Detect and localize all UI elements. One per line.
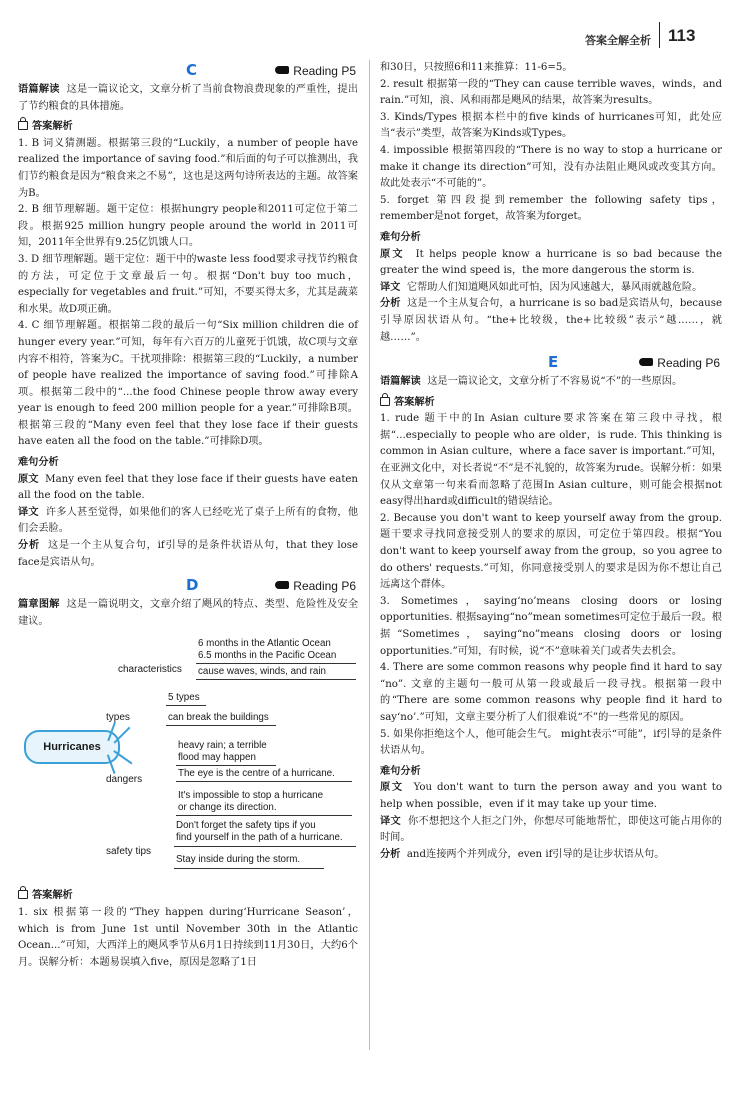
d-item: 5. forget 第四段提到remember the following safety tips，remember是not forget，故答案为forget。 [380, 194, 722, 223]
d-item: 4. impossible 根据第四段的“There is no way to stop a hurricane or make it change its direction”可知，没有办法阻止飓风或改变其方向。故此处表示“不可能的”。 [380, 144, 722, 190]
right-column [380, 60, 722, 863]
d-hard-head: 难句分析 [380, 231, 421, 243]
leaf-underline [176, 765, 276, 766]
section-e-letter: E [548, 353, 559, 372]
hurricane-mind-map [18, 634, 358, 884]
leaf: Don't forget the safety tips if you [176, 820, 316, 832]
leaf-underline [174, 846, 356, 847]
section-e-answers-head: 答案解析 [380, 395, 722, 412]
lock-icon [380, 397, 390, 406]
e-orig: 原文 You don't want to turn the person away and you want to help when possible，even if it may take up your time. [380, 782, 722, 810]
lock-icon [18, 121, 28, 130]
d-item: 3. Kinds/Types 根据本栏中的five kinds of hurricanes可知，此处应当“表示”类型，故答案为Kinds或Types。 [380, 111, 722, 140]
leaf: 6.5 months in the Pacific Ocean [198, 650, 337, 662]
pointing-hand-icon [639, 358, 653, 366]
section-c-reading: Reading P5 [275, 63, 356, 80]
section-d-answers-head: 答案解析 [18, 888, 358, 905]
d-trans: 译文 它帮助人们知道飓风如此可怕，因为风速越大，暴风雨就越危险。 [380, 281, 703, 293]
c-item: 3. D 细节理解题。题干定位：题干中的waste less food要求寻找节约粮食的方法，可定位于文章最后一句。根据“Don't buy too much，especially for vegetables and fruit.”可知，不要买得太多，尤其是蔬菜和水果。故D项正确。 [18, 253, 358, 315]
leaf: can break the buildings [168, 712, 269, 724]
node-types: types [106, 712, 130, 724]
node-safety-tips: safety tips [106, 846, 152, 858]
leaf: It's impossible to stop a hurricane [178, 790, 324, 802]
leaf: cause waves, winds, and rain [198, 666, 326, 678]
d-item: 2. result 根据第一段的“They can cause terrible waves，winds，and rain.”可知，浪、风和雨都是飓风的结果，故答案为results。 [380, 78, 722, 107]
section-e-intro: 语篇解读 这是一篇议论文，文章分析了不容易说“不”的一些原因。 [380, 376, 683, 388]
page-number: 113 [668, 26, 696, 45]
section-c-intro: 语篇解读 这是一篇议论文，文章分析了当前食物浪费现象的严重性，提出了节约粮食的具体措施。 [18, 84, 359, 112]
column-separator [369, 60, 370, 1050]
leaf: flood may happen [178, 752, 256, 764]
c-hard-head: 难句分析 [18, 457, 59, 469]
d-item-continuation: 和30日，只按照6和11来推算：11-6=5。 [380, 62, 573, 73]
c-orig: 原文 Many even feel that they lose face if their guests have eaten all the food on the table. [18, 473, 358, 502]
section-d-reading: Reading P6 [275, 578, 356, 595]
leaf: The eye is the centre of a hurricane. [178, 768, 335, 780]
e-item: 1. rude 题干中的In Asian culture要求答案在第三段中寻找，根据“...especially to people who are older，is rude. This thinking is common in Asian culture，where a face saver is important.”可知，在亚洲文化中，对长者说“不”是不礼貌的，故答案为rude。误解分析：如果仅从文章第一句来看而忽略了范围In Asian culture，则可能会根据not easy得出hard或difficult的错误结论。 [380, 413, 722, 508]
c-item: 4. C 细节理解题。根据第二段的最后一句“Six million children die of hunger every year.”可知，每年有六百万的儿童死于饥饿，故C项与文章内容不相符，答案为C。干扰项排除：根据第三段的“Luckily，a number of people have realized the importance of saving food.”可排除A项。根据第二段中的“...the food Chinese people throw away every year is enough to feed 200 million people for a year.”可排除B项。根据第三段的“Many even feel that they lose face if their guests have eaten all the food on the table.”可排除D项。 [18, 320, 358, 448]
d-orig: 原文 It helps people know a hurricane is so bad because the greater the wind speed is，the more dangerous the storm is. [380, 248, 723, 277]
leaf: 5 types [168, 692, 200, 704]
left-column [18, 60, 358, 971]
d-item: 1. six 根据第一段的“They happen during‘Hurricane Season’，which is from June 1st until November 30th in the Atlantic Ocean...”可知，大西洋上的飓风季节从6月1日持续到11月30日，大约6个月。误解分析：本题易误填入five，原因是忽略了1日 [18, 907, 358, 968]
lock-icon [18, 890, 28, 899]
leaf-underline [166, 705, 206, 706]
e-item: 4. There are some common reasons why people find it hard to say “no”. 文章的主题句一般可从第一段或最后一段寻找。根据第一段中的“There are some common reasons why people find it hard to say‘no’.”可知，文章主要分析了人们很难说“不”的一些常见的原因。 [380, 662, 722, 723]
section-c-header [18, 62, 358, 80]
leaf: or change its direction. [178, 802, 277, 814]
leaf: find yourself in the path of a hurricane. [176, 832, 343, 844]
section-c-letter: C [186, 61, 198, 79]
e-trans: 译文 你不想把这个人拒之门外，你想尽可能地帮忙，即使这可能占用你的时间。 [380, 815, 722, 844]
section-d-intro: 篇章图解 这是一篇说明文，文章介绍了飓风的特点、类型、危险性及安全建议。 [18, 599, 359, 627]
e-item: 2. Because you don't want to keep yourself away from the group. 题干要求寻找同意接受别人的要求的原因，可定位于第四段。根据“You don't want to keep yourself away from the group，so you agree to do others' requests.”可知，你同意接受别人的要求是因为你不想让自己远离这个群体。 [380, 512, 722, 591]
leaf-underline [196, 663, 356, 664]
c-item: 2. B 细节理解题。题干定位：根据hungry people和2011可定位于第二段。根据925 million hungry people around the world in 2011可知，2011年全世界有9.25亿饥饿人口。 [18, 204, 358, 249]
c-item: 1. B 词义猜测题。根据第三段的“Luckily，a number of people have realized the importance of saving food.”和后面的句子可以推测出，我们节约粮食是因为“粮食来之不易”，这也是这两句诗所表达的主题。故答案为B。 [18, 137, 358, 199]
leaf-underline [176, 815, 352, 816]
leaf-underline [176, 781, 352, 782]
leaf-underline [196, 679, 356, 680]
leaf-underline [166, 725, 276, 726]
header-section-label: 答案全解全析 [585, 34, 651, 47]
c-anal: 分析 这是一个主从复合句，if引导的是条件状语从句，that they lose face是宾语从句。 [18, 540, 359, 568]
mind-map-root: Hurricanes [24, 730, 120, 764]
e-anal: 分析 and连接两个并列成分，even if引导的是让步状语从句。 [380, 848, 665, 860]
section-e-header [380, 354, 722, 372]
section-d-letter: D [186, 576, 199, 595]
leaf-underline [174, 868, 324, 869]
node-characteristics: characteristics [118, 664, 182, 676]
pointing-hand-icon [275, 581, 289, 589]
section-e-reading: Reading P6 [639, 355, 720, 372]
pointing-hand-icon [275, 66, 289, 74]
e-item: 3. Sometimes，saying‘no’means closing doors or losing opportunities. 根据saying“no”mean sometimes可定位于最后一段。根据“Sometimes，saying“no”means closing doors or losing opportunities.”可知，有时候，说“不”意味着关门或者失去机会。 [380, 595, 722, 657]
header-divider [659, 22, 660, 48]
c-trans: 译文 许多人甚至觉得，如果他们的客人已经吃光了桌子上所有的食物，他们会丢脸。 [18, 506, 359, 535]
section-d-header [18, 577, 358, 595]
e-item: 5. 如果你拒绝这个人，他可能会生气。 might表示“可能”，if引导的是条件状语从句。 [380, 728, 722, 757]
d-anal: 分析 这是一个主从复合句，a hurricane is so bad是宾语从句，because引导原因状语从句。“the+比较级，the+比较级”表示“越……，就越……”。 [380, 298, 722, 343]
leaf: heavy rain; a terrible [178, 740, 267, 752]
node-dangers: dangers [106, 774, 143, 786]
e-hard-head: 难句分析 [380, 765, 421, 777]
leaf: 6 months in the Atlantic Ocean [198, 638, 331, 650]
leaf: Stay inside during the storm. [176, 854, 301, 866]
section-c-answers-head: 答案解析 [18, 119, 358, 136]
